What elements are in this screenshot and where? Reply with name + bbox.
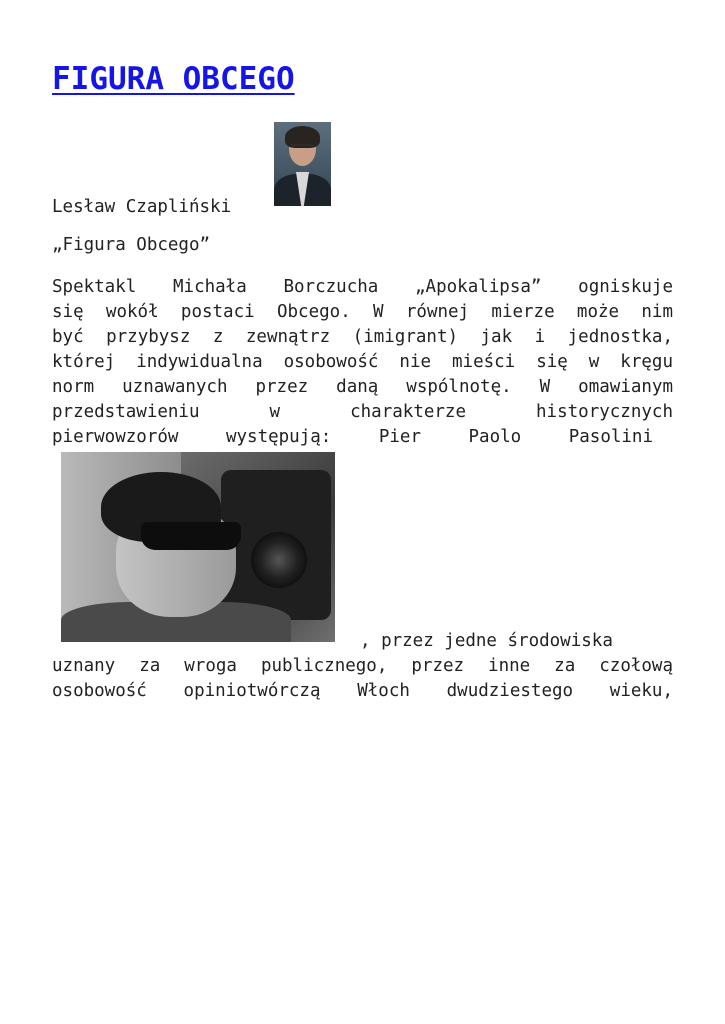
paragraph-line: , przez jedne środowiska [360, 631, 613, 651]
paragraph-line: Spektakl Michała Borczucha „Apokalipsa” ogniskuje [52, 277, 673, 297]
author-name: Lesław Czapliński [52, 197, 232, 217]
author-row [52, 122, 673, 218]
author-portrait-image [274, 122, 331, 206]
paragraph-line: się wokół postaci Obcego. W równej mierze może nim [52, 302, 673, 322]
paragraph-line: uznany za wroga publicznego, przez inne za czołową [52, 656, 673, 676]
paragraph-line: osobowość opiniotwórczą Włoch dwudziestego wieku, [52, 681, 673, 701]
paragraph-line: norm uznawanych przez daną wspólnotę. W omawianym [52, 377, 673, 397]
article-title-link[interactable]: FIGURA OBCEGO [52, 61, 295, 97]
article-subtitle: „Figura Obcego” [52, 235, 211, 255]
paragraph-line: przedstawieniu w charakterze historycznych [52, 402, 673, 422]
paragraph-line: być przybysz z zewnątrz (imigrant) jak i jednostka, [52, 327, 673, 347]
paragraph-line: pierwowzorów występują: Pier Paolo Pasolini [52, 427, 653, 447]
paragraph-line: której indywidualna osobowość nie mieści się w kręgu [52, 352, 673, 372]
pasolini-photo-image [61, 452, 335, 642]
